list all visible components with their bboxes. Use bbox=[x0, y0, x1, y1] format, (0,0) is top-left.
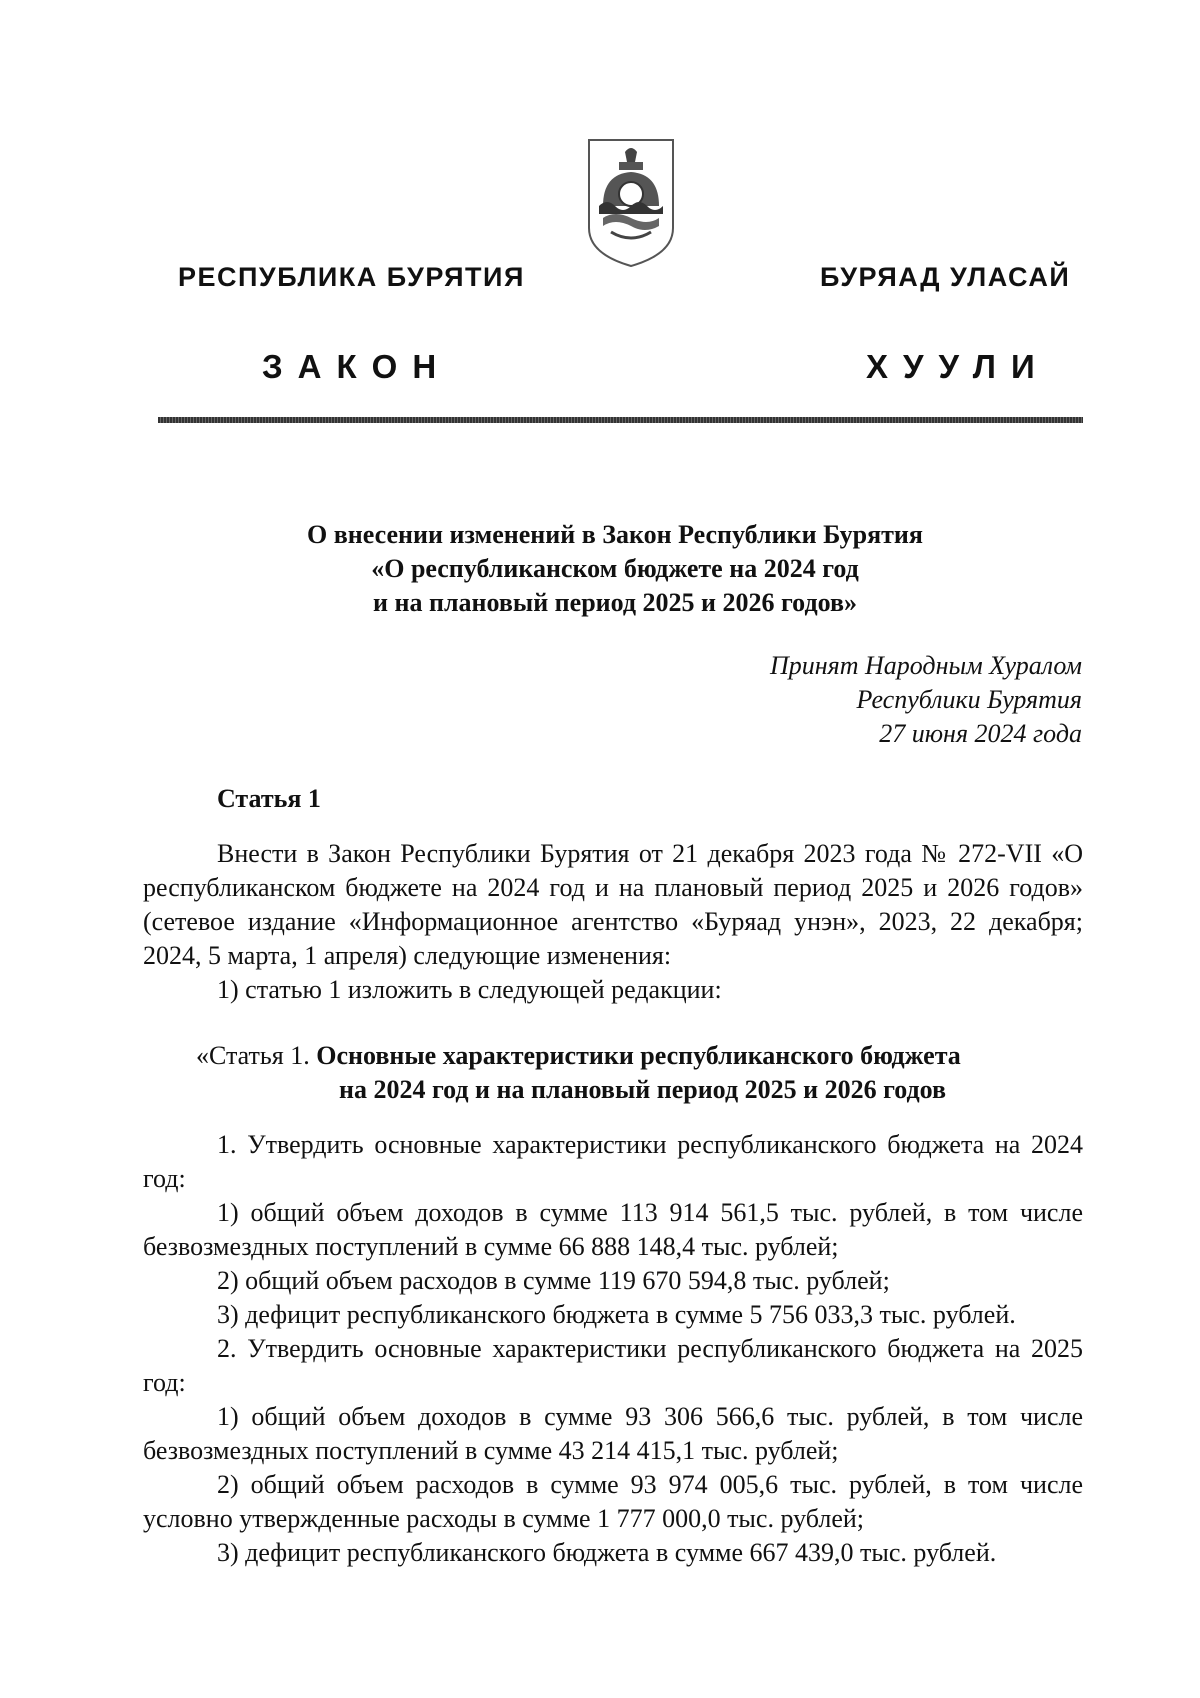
article-item: 1) статью 1 изложить в следующей редакции: bbox=[217, 975, 722, 1004]
law-title bbox=[150, 518, 1080, 620]
article-intro-paragraph: Внести в Закон Республики Бурятия от 21 декабря 2023 года № 272-VII «О республиканском бюджете на 2024 год и на плановый период 2025 и 2026 годов» (сетевое издание «Информационное агентство «Буряад унэн», 2023, 22 декабря; 2024, 5 марта, 1 апреля) следующие изменения: bbox=[143, 839, 1083, 970]
republic-name-ru: РЕСПУБЛИКА БУРЯТИЯ bbox=[178, 262, 525, 292]
new-article-prefix: «Статья 1. bbox=[196, 1041, 310, 1070]
title-line: и на плановый период 2025 и 2026 годов» bbox=[373, 588, 857, 617]
header-divider bbox=[158, 417, 1083, 423]
adoption-note bbox=[770, 649, 1082, 751]
adoption-line: Принят Народным Хуралом bbox=[769, 651, 1082, 680]
law-label-ru: ЗАКОН bbox=[262, 348, 452, 385]
adoption-date: 27 июня 2024 года bbox=[879, 719, 1082, 748]
paragraph: 1) общий объем доходов в сумме 113 914 561,5 тыс. рублей, в том числе безвозмездных поступлений в сумме 66 888 148,4 тыс. рублей; bbox=[143, 1198, 1083, 1261]
new-article-title-line: на 2024 год и на плановый период 2025 и 2026 годов bbox=[339, 1075, 947, 1104]
paragraph: 3) дефицит республиканского бюджета в сумме 5 756 033,3 тыс. рублей. bbox=[217, 1300, 1016, 1329]
title-line: «О республиканском бюджете на 2024 год bbox=[371, 554, 859, 583]
republic-name-bu: БУРЯАД УЛАСАЙ bbox=[820, 262, 1071, 292]
paragraph: 1) общий объем доходов в сумме 93 306 566,6 тыс. рублей, в том числе безвозмездных поступлений в сумме 43 214 415,1 тыс. рублей; bbox=[143, 1402, 1083, 1465]
paragraph: 1. Утвердить основные характеристики республиканского бюджета на 2024 год: bbox=[143, 1130, 1083, 1193]
new-article-body bbox=[143, 1128, 1083, 1570]
paragraph: 2) общий объем расходов в сумме 93 974 005,6 тыс. рублей, в том числе условно утвержденные расходы в сумме 1 777 000,0 тыс. рублей; bbox=[143, 1470, 1083, 1533]
coat-of-arms-icon bbox=[585, 136, 677, 268]
new-article-title-line: Основные характеристики республиканского бюджета bbox=[316, 1041, 961, 1070]
title-line: О внесении изменений в Закон Республики Бурятия bbox=[307, 520, 923, 549]
paragraph: 2. Утвердить основные характеристики республиканского бюджета на 2025 год: bbox=[143, 1334, 1083, 1397]
adoption-line: Республики Бурятия bbox=[856, 685, 1082, 714]
law-label-bu: ХУУЛИ bbox=[866, 348, 1050, 385]
article-heading: Статья 1 bbox=[217, 784, 321, 813]
article-body bbox=[143, 837, 1083, 1007]
paragraph: 3) дефицит республиканского бюджета в сумме 667 439,0 тыс. рублей. bbox=[217, 1538, 997, 1567]
paragraph: 2) общий объем расходов в сумме 119 670 594,8 тыс. рублей; bbox=[217, 1266, 890, 1295]
new-article-heading bbox=[196, 1039, 961, 1107]
